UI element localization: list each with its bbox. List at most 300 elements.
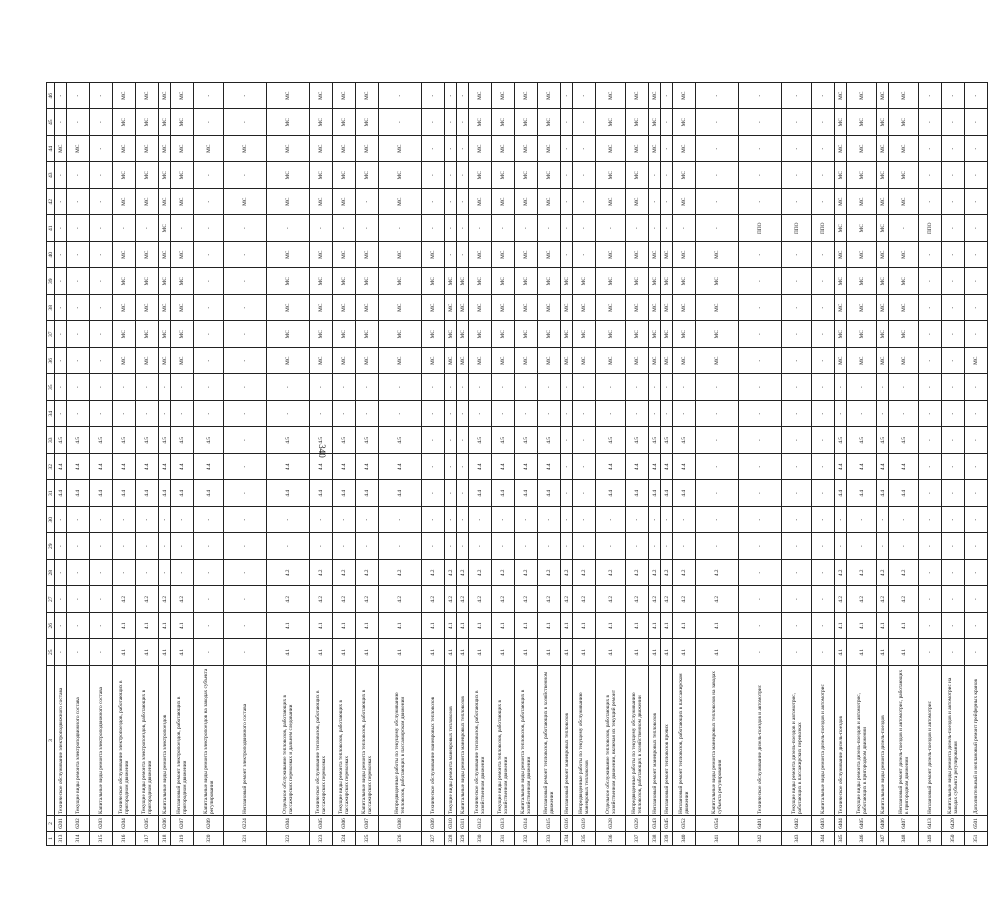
value-cell: 4.2: [561, 586, 573, 613]
value-cell: -: [67, 83, 90, 110]
value-cell: -: [696, 374, 739, 401]
value-cell: -: [965, 136, 988, 163]
value-cell: -: [573, 215, 596, 242]
value-cell: 4.1: [877, 639, 889, 666]
column-number-cell: 35: [47, 374, 55, 401]
value-cell: МС: [538, 242, 561, 269]
value-cell: МС: [561, 268, 573, 295]
value-cell: -: [739, 454, 782, 481]
value-cell: 4.2: [113, 586, 136, 613]
value-cell: 4.1: [159, 639, 171, 666]
value-cell: 4.2: [847, 560, 877, 587]
value-cell: -: [90, 136, 113, 163]
value-cell: -: [739, 374, 782, 401]
value-cell: -: [942, 295, 965, 322]
value-cell: -: [919, 454, 942, 481]
value-cell: 4.1: [673, 613, 696, 640]
value-cell: -: [224, 109, 267, 136]
value-cell: -: [561, 427, 573, 454]
value-cell: МС: [515, 242, 538, 269]
value-cell: -: [919, 401, 942, 428]
column-number-cell: 40: [47, 242, 55, 269]
value-cell: МС: [356, 295, 379, 322]
value-cell: МС: [889, 295, 919, 322]
value-cell: МС: [661, 268, 673, 295]
value-cell: МС: [445, 268, 457, 295]
value-cell: 4.4: [267, 454, 310, 481]
value-cell: 4.5: [310, 427, 333, 454]
value-cell: -: [67, 613, 90, 640]
value-cell: -: [573, 480, 596, 507]
value-cell: -: [782, 507, 812, 534]
column-number-cell: 42: [47, 189, 55, 216]
value-cell: МС: [422, 321, 445, 348]
value-cell: -: [171, 374, 194, 401]
value-cell: -: [90, 507, 113, 534]
value-cell: 4.2: [626, 560, 649, 587]
value-cell: МС: [649, 348, 661, 375]
value-cell: МС: [626, 189, 649, 216]
value-cell: -: [965, 268, 988, 295]
value-cell: 4.4: [67, 454, 90, 481]
value-cell: -: [310, 401, 333, 428]
value-cell: 4.4: [310, 454, 333, 481]
value-cell: -: [67, 507, 90, 534]
value-cell: -: [136, 215, 159, 242]
value-cell: 4.4: [626, 454, 649, 481]
value-cell: -: [194, 189, 224, 216]
value-cell: МС: [847, 109, 877, 136]
value-cell: -: [739, 242, 782, 269]
value-cell: МС: [626, 242, 649, 269]
value-cell: -: [224, 295, 267, 322]
value-cell: 4.1: [422, 639, 445, 666]
value-cell: 4.2: [445, 560, 457, 587]
value-cell: МС: [267, 83, 310, 110]
value-cell: 4.1: [445, 639, 457, 666]
column-number-cell: 45: [47, 109, 55, 136]
value-cell: МС: [113, 162, 136, 189]
value-cell: -: [515, 533, 538, 560]
work-name-cell: Неплановый ремонт дизель-поездов и автомотрис, работающих в пригородном движении: [889, 666, 919, 816]
value-cell: МС: [515, 136, 538, 163]
value-cell: -: [333, 507, 356, 534]
value-cell: -: [67, 348, 90, 375]
row-number-cell: 350: [942, 832, 965, 846]
value-cell: -: [739, 321, 782, 348]
value-cell: МС: [877, 215, 889, 242]
value-cell: 4.1: [422, 613, 445, 640]
value-cell: МС: [515, 348, 538, 375]
value-cell: 4.1: [538, 639, 561, 666]
value-cell: -: [739, 348, 782, 375]
value-cell: МС: [877, 83, 889, 110]
value-cell: 4.4: [492, 480, 515, 507]
value-cell: 4.1: [515, 639, 538, 666]
value-cell: -: [812, 83, 835, 110]
value-cell: -: [515, 215, 538, 242]
table-row: [224, 83, 267, 846]
value-cell: -: [224, 639, 267, 666]
value-cell: -: [812, 136, 835, 163]
value-cell: МС: [469, 136, 492, 163]
table-row: [877, 83, 889, 846]
value-cell: -: [224, 215, 267, 242]
norms-table: [46, 82, 988, 846]
value-cell: МС: [673, 109, 696, 136]
value-cell: -: [942, 639, 965, 666]
table-row: [515, 83, 538, 846]
value-cell: 4.2: [445, 586, 457, 613]
value-cell: МС: [492, 109, 515, 136]
value-cell: -: [596, 374, 626, 401]
value-cell: 4.1: [113, 613, 136, 640]
value-cell: -: [90, 613, 113, 640]
value-cell: 4.2: [889, 586, 919, 613]
row-number-cell: 330: [469, 832, 492, 846]
value-cell: МС: [847, 83, 877, 110]
value-cell: -: [626, 374, 649, 401]
value-cell: -: [696, 136, 739, 163]
value-cell: -: [919, 321, 942, 348]
value-cell: -: [159, 401, 171, 428]
value-cell: -: [55, 507, 67, 534]
value-cell: -: [379, 401, 422, 428]
value-cell: МС: [333, 348, 356, 375]
value-cell: -: [782, 268, 812, 295]
value-cell: -: [445, 109, 457, 136]
value-cell: -: [596, 533, 626, 560]
value-cell: -: [573, 189, 596, 216]
value-cell: МС: [492, 321, 515, 348]
table-body: [47, 83, 988, 846]
row-number-cell: 340: [673, 832, 696, 846]
value-cell: -: [561, 162, 573, 189]
value-cell: -: [919, 295, 942, 322]
value-cell: МС: [136, 348, 159, 375]
code-cell: 6343: [649, 816, 661, 832]
value-cell: -: [194, 295, 224, 322]
value-cell: -: [889, 374, 919, 401]
value-cell: МС: [696, 242, 739, 269]
value-cell: 4.1: [649, 639, 661, 666]
work-name-cell: Капитальные виды ремонта электропоездов на заводах субъекта регулирования: [194, 666, 224, 816]
value-cell: -: [356, 215, 379, 242]
value-cell: -: [538, 401, 561, 428]
value-cell: 4.2: [626, 586, 649, 613]
value-cell: -: [171, 533, 194, 560]
value-cell: -: [561, 215, 573, 242]
value-cell: -: [55, 374, 67, 401]
value-cell: МС: [649, 83, 661, 110]
value-cell: -: [55, 242, 67, 269]
value-cell: МС: [469, 348, 492, 375]
value-cell: -: [515, 401, 538, 428]
value-cell: 4.5: [515, 427, 538, 454]
value-cell: -: [942, 374, 965, 401]
value-cell: -: [310, 507, 333, 534]
work-name-cell: Отдельное обслуживание тепловозов, работающих в хозяйственном движении, включая их текущий ремонт: [596, 666, 626, 816]
value-cell: -: [67, 401, 90, 428]
value-cell: МС: [889, 348, 919, 375]
value-cell: 4.4: [649, 480, 661, 507]
value-cell: МС: [835, 162, 847, 189]
value-cell: 4.4: [847, 454, 877, 481]
value-cell: МС: [673, 162, 696, 189]
value-cell: -: [942, 136, 965, 163]
value-cell: -: [457, 533, 469, 560]
value-cell: -: [159, 533, 171, 560]
work-name-cell: Неплановый ремонт тепловозов, работающих в пассажирском движении: [673, 666, 696, 816]
value-cell: -: [356, 189, 379, 216]
value-cell: -: [136, 507, 159, 534]
value-cell: -: [812, 374, 835, 401]
value-cell: МС: [267, 136, 310, 163]
row-number-cell: 351: [965, 832, 988, 846]
work-name-cell: Капитальные виды ремонта дизель-поездов и автомотрис: [812, 666, 835, 816]
value-cell: МС: [661, 348, 673, 375]
value-cell: -: [113, 401, 136, 428]
value-cell: МС: [626, 109, 649, 136]
value-cell: МС: [596, 295, 626, 322]
row-number-cell: 339: [661, 832, 673, 846]
value-cell: -: [561, 136, 573, 163]
value-cell: 4.1: [673, 639, 696, 666]
value-cell: -: [782, 613, 812, 640]
value-cell: МС: [333, 136, 356, 163]
code-cell: 6224: [224, 816, 267, 832]
value-cell: -: [847, 374, 877, 401]
value-cell: МС: [626, 268, 649, 295]
value-cell: МС: [159, 109, 171, 136]
value-cell: -: [333, 401, 356, 428]
value-cell: 4.4: [673, 480, 696, 507]
value-cell: -: [561, 454, 573, 481]
row-number-cell: 336: [596, 832, 626, 846]
code-cell: 6310: [445, 816, 457, 832]
value-cell: -: [782, 639, 812, 666]
value-cell: МС: [561, 295, 573, 322]
value-cell: 4.1: [515, 613, 538, 640]
value-cell: -: [661, 109, 673, 136]
value-cell: МС: [596, 136, 626, 163]
value-cell: МС: [310, 321, 333, 348]
table-row: [739, 83, 782, 846]
value-cell: 4.2: [877, 560, 889, 587]
value-cell: -: [224, 613, 267, 640]
value-cell: МС: [136, 295, 159, 322]
value-cell: 4.5: [835, 427, 847, 454]
value-cell: 4.1: [457, 613, 469, 640]
value-cell: МС: [267, 189, 310, 216]
table-row: [673, 83, 696, 846]
value-cell: -: [55, 295, 67, 322]
value-cell: МС: [171, 136, 194, 163]
value-cell: МС: [561, 321, 573, 348]
value-cell: МС: [113, 295, 136, 322]
value-cell: 4.5: [889, 427, 919, 454]
row-number-cell: 341: [696, 832, 739, 846]
row-number-cell: 317: [136, 832, 159, 846]
value-cell: -: [649, 533, 661, 560]
row-number-cell: 344: [812, 832, 835, 846]
value-cell: МС: [333, 242, 356, 269]
value-cell: -: [445, 401, 457, 428]
value-cell: -: [333, 215, 356, 242]
value-cell: 4.2: [696, 586, 739, 613]
value-cell: -: [469, 215, 492, 242]
value-cell: -: [812, 480, 835, 507]
value-cell: -: [942, 533, 965, 560]
value-cell: МС: [159, 83, 171, 110]
value-cell: МС: [171, 162, 194, 189]
value-cell: -: [739, 427, 782, 454]
value-cell: -: [267, 533, 310, 560]
value-cell: -: [847, 401, 877, 428]
value-cell: 4.4: [596, 480, 626, 507]
value-cell: 4.1: [561, 613, 573, 640]
value-cell: МС: [835, 242, 847, 269]
row-number-cell: 338: [649, 832, 661, 846]
value-cell: МС: [136, 268, 159, 295]
value-cell: 4.1: [267, 639, 310, 666]
value-cell: -: [445, 83, 457, 110]
work-name-cell: Неплановый ремонт электроподвижного состава: [224, 666, 267, 816]
column-number-cell: 3: [47, 666, 55, 816]
value-cell: МС: [171, 109, 194, 136]
value-cell: -: [159, 560, 171, 587]
value-cell: -: [889, 401, 919, 428]
value-cell: -: [942, 162, 965, 189]
value-cell: -: [877, 401, 889, 428]
code-cell: 6209: [194, 816, 224, 832]
value-cell: -: [445, 242, 457, 269]
value-cell: -: [55, 401, 67, 428]
table-row: [90, 83, 113, 846]
work-name-cell: Непредвиденные работы по текущему обслуживанию маневровых тепловозов: [573, 666, 596, 816]
value-cell: МС: [159, 348, 171, 375]
value-cell: -: [739, 162, 782, 189]
value-cell: -: [515, 374, 538, 401]
code-cell: 6315: [538, 816, 561, 832]
work-name-cell: Капитальные виды ремонта электропоездов: [159, 666, 171, 816]
value-cell: -: [919, 162, 942, 189]
value-cell: -: [782, 401, 812, 428]
value-cell: -: [492, 533, 515, 560]
value-cell: -: [942, 560, 965, 587]
value-cell: 4.1: [626, 639, 649, 666]
value-cell: -: [965, 295, 988, 322]
value-cell: -: [55, 215, 67, 242]
value-cell: 4.1: [696, 613, 739, 640]
value-cell: -: [919, 136, 942, 163]
value-cell: -: [457, 401, 469, 428]
value-cell: МС: [835, 136, 847, 163]
value-cell: МС: [333, 321, 356, 348]
value-cell: -: [649, 374, 661, 401]
value-cell: -: [661, 215, 673, 242]
value-cell: -: [696, 480, 739, 507]
value-cell: МС: [673, 321, 696, 348]
value-cell: МС: [113, 136, 136, 163]
value-cell: -: [224, 321, 267, 348]
value-cell: -: [661, 374, 673, 401]
value-cell: 4.4: [469, 480, 492, 507]
value-cell: -: [194, 507, 224, 534]
value-cell: 4.5: [596, 427, 626, 454]
value-cell: -: [835, 401, 847, 428]
value-cell: МС: [515, 83, 538, 110]
value-cell: 4.4: [55, 480, 67, 507]
value-cell: -: [457, 454, 469, 481]
value-cell: 4.1: [159, 613, 171, 640]
value-cell: МС: [626, 136, 649, 163]
value-cell: МС: [538, 348, 561, 375]
value-cell: 4.5: [267, 427, 310, 454]
value-cell: -: [445, 215, 457, 242]
value-cell: -: [696, 215, 739, 242]
value-cell: -: [739, 189, 782, 216]
value-cell: -: [67, 162, 90, 189]
value-cell: 4.2: [673, 586, 696, 613]
value-cell: МС: [267, 348, 310, 375]
column-number-cell: 32: [47, 454, 55, 481]
value-cell: -: [67, 242, 90, 269]
value-cell: МС: [267, 162, 310, 189]
value-cell: -: [457, 480, 469, 507]
code-cell: 6306: [333, 816, 356, 832]
table-row: [573, 83, 596, 846]
value-cell: 4.2: [573, 560, 596, 587]
value-cell: 4.2: [515, 560, 538, 587]
value-cell: -: [90, 586, 113, 613]
value-cell: 4.1: [379, 639, 422, 666]
work-name-cell: Неплановый ремонт электропоездов, работающих в пригородном движении: [171, 666, 194, 816]
rotated-table-page: [46, 84, 979, 846]
value-cell: МС: [673, 268, 696, 295]
value-cell: 4.4: [877, 480, 889, 507]
value-cell: -: [919, 427, 942, 454]
value-cell: -: [90, 533, 113, 560]
value-cell: 4.2: [310, 560, 333, 587]
work-name-cell: Текущие виды ремонта дизель-поездов и автомотрис, работающих в пассажирских перевозках: [782, 666, 812, 816]
table-row: [457, 83, 469, 846]
column-number-cell: 39: [47, 268, 55, 295]
row-number-cell: 320: [194, 832, 224, 846]
value-cell: -: [649, 162, 661, 189]
value-cell: -: [889, 533, 919, 560]
value-cell: 4.2: [422, 586, 445, 613]
column-number-cell: 44: [47, 136, 55, 163]
value-cell: 4.1: [171, 613, 194, 640]
value-cell: МС: [457, 321, 469, 348]
value-cell: -: [194, 613, 224, 640]
value-cell: -: [422, 374, 445, 401]
value-cell: -: [812, 427, 835, 454]
value-cell: -: [194, 83, 224, 110]
value-cell: -: [561, 83, 573, 110]
value-cell: МС: [224, 189, 267, 216]
value-cell: -: [113, 533, 136, 560]
work-name-cell: Неплановый ремонт тепловозов, работающих в хозяйственном движении: [538, 666, 561, 816]
value-cell: 4.5: [538, 427, 561, 454]
value-cell: 4.1: [469, 639, 492, 666]
value-cell: МС: [457, 348, 469, 375]
value-cell: 4.2: [422, 560, 445, 587]
value-cell: МС: [561, 348, 573, 375]
value-cell: -: [55, 586, 67, 613]
value-cell: -: [965, 162, 988, 189]
